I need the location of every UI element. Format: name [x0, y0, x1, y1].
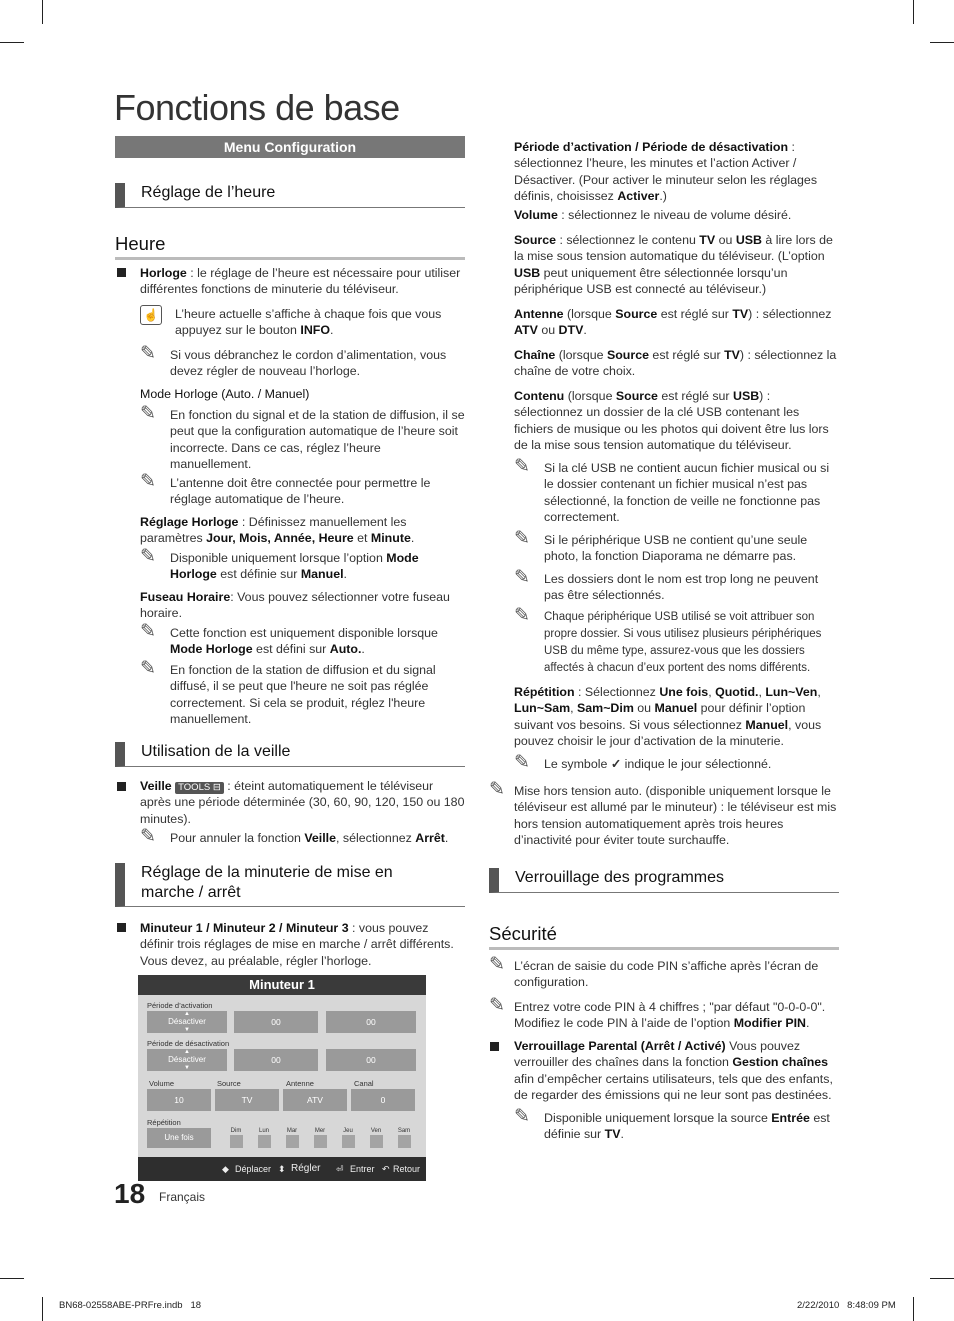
minuteur-paragraph: Minuteur 1 / Minuteur 2 / Minuteur 3 : vous pouvez définir trois réglages de mise en marche / arrêt différents. Vous devez, au préalable, régler l’horloge.	[140, 921, 454, 968]
pencil-icon: ✎	[140, 621, 156, 642]
osd-deactivation-minute: 00	[326, 1049, 416, 1071]
osd-label-volume: Volume	[149, 1079, 175, 1088]
osd-day-checkbox	[314, 1135, 327, 1148]
osd-hint-deplacer: Déplacer	[235, 1164, 272, 1174]
crop-mark	[42, 1297, 43, 1321]
note-pin2: Entrez votre code PIN à 4 chiffres ; "par défaut "0-0-0-0". Modifiez le code PIN à l’aide de l’option Modifier PIN.	[514, 1000, 826, 1031]
crop-mark	[930, 42, 954, 43]
page-number: 18	[114, 1178, 146, 1209]
osd-day-label: Lun	[258, 1128, 269, 1134]
pencil-icon: ✎	[514, 528, 530, 549]
osd-label-antenne: Antenne	[286, 1079, 314, 1088]
pencil-icon: ✎	[489, 779, 505, 800]
note-usb4: Chaque périphérique USB utilisé se voit attribuer son propre dossier. Si vous utilisez plusieurs périphériques USB du même type, assurez-vous que les dossiers affectés à chacun d’eux portent des noms différents.	[544, 611, 822, 674]
pencil-icon: ✎	[514, 605, 530, 626]
reglage-horloge-paragraph: Réglage Horloge : Définissez manuellement les paramètres Jour, Mois, Année, Heure et Minute.	[140, 515, 415, 546]
osd-day-checkbox	[230, 1135, 243, 1148]
fuseau-paragraph: Fuseau Horaire: Vous pouvez sélectionner votre fuseau horaire.	[140, 590, 450, 621]
note-fuseau: Cette fonction est uniquement disponible lorsque Mode Horloge est défini sur Auto..	[170, 626, 438, 657]
osd-day-checkbox	[398, 1135, 411, 1148]
pencil-icon: ✎	[140, 343, 156, 364]
subsection-heading: Réglage de l’heure	[115, 183, 465, 208]
subsection-heading: Verrouillage des programmes	[489, 868, 839, 893]
horloge-paragraph: Horloge : le réglage de l’heure est nécessaire pour utiliser différentes fonctions de minuterie du téléviseur.	[140, 266, 461, 297]
pencil-icon: ✎	[140, 471, 156, 492]
print-timestamp: 2/22/2010 8:48:09 PM	[797, 1300, 896, 1311]
pencil-icon: ✎	[514, 1106, 530, 1127]
crop-mark	[0, 42, 24, 43]
osd-label-repetition: Répétition	[147, 1118, 181, 1127]
verrouillage-paragraph: Verrouillage Parental (Arrêt / Activé) Vous pouvez verrouiller des chaînes dans la fonction Gestion chaînes afin d’empêcher certains utilisateurs, tels que des enfants, de regarder des émissions qui ne leur sont pas destinées.	[514, 1039, 833, 1103]
enter-icon: ⏎	[336, 1164, 344, 1174]
note-mise-hors-tension: Mise hors tension auto. (disponible uniquement lorsque le téléviseur est allumé par le minuteur) : le téléviseur est mis hors tension automatiquement après trois heures d’inactivité pour éviter toute surchauffe.	[514, 784, 837, 848]
note-usb2: Si le périphérique USB ne contient qu’une seule photo, la fonction Diaporama ne démarre pas.	[544, 533, 808, 564]
pencil-icon: ✎	[514, 752, 530, 773]
timer-menu-screenshot	[138, 975, 426, 1181]
note-icon: ☝	[140, 305, 162, 325]
osd-day-label: Mer	[314, 1128, 326, 1134]
osd-day-label: Ven	[370, 1128, 382, 1134]
pencil-icon: ✎	[514, 567, 530, 588]
repetition-paragraph: Répétition : Sélectionnez Une fois, Quotid., Lun~Ven, Lun~Sam, Sam~Dim ou Manuel pour définir l’option suivant vos besoins. Si vous sélectionnez Manuel, vous pouvez choisir le jour d’activation de la minuterie.	[514, 685, 822, 749]
return-icon: ↶	[382, 1164, 390, 1174]
chaine-paragraph: Chaîne (lorsque Source est réglé sur TV) : sélectionnez la chaîne de votre choix.	[514, 348, 837, 379]
note-info: L’heure actuelle s’affiche à chaque fois que vous appuyez sur le bouton INFO.	[175, 307, 442, 338]
print-filename: BN68-02558ABE-PRFre.indb 18	[59, 1300, 202, 1311]
square-bullet-icon	[490, 1042, 499, 1051]
osd-activation-hour: 00	[234, 1011, 318, 1033]
antenne-paragraph: Antenne (lorsque Source est réglé sur TV) : sélectionnez ATV ou DTV.	[514, 307, 832, 338]
tools-icon: TOOLS ⊟	[175, 782, 224, 794]
pencil-icon: ✎	[140, 658, 156, 679]
note-pin1: L’écran de saisie du code PIN s’affiche après l’écran de configuration.	[514, 959, 819, 990]
checkmark-icon: ✓	[610, 757, 622, 771]
page-title: Fonctions de base	[114, 87, 400, 128]
osd-activation-action: ▲ Désactiver ▼	[147, 1011, 227, 1033]
veille-paragraph: Veille TOOLS ⊟ : éteint automatiquement le téléviseur après une période déterminée (30, 60, 90, 120, 150 ou 180 minutes).	[140, 779, 465, 826]
osd-deactivation-hour: 00	[234, 1049, 318, 1071]
pencil-icon: ✎	[514, 456, 530, 477]
pencil-icon: ✎	[140, 546, 156, 567]
page-language: Français	[159, 1190, 206, 1204]
osd-title: Minuteur 1	[138, 975, 426, 995]
osd-label-periode-activation: Période d’activation	[147, 1001, 213, 1010]
section-heading: Heure	[115, 233, 465, 260]
osd-day-checkbox	[342, 1135, 355, 1148]
note-signal: En fonction du signal et de la station de diffusion, il se peut que la configuration automatique de l’heure soit incorrecte. Dans ce cas, réglez l’heure manuellement.	[170, 408, 465, 472]
pencil-icon: ✎	[489, 954, 505, 975]
note-cordon: Si vous débranchez le cordon d’alimentation, vous devez régler de nouveau l’horloge.	[170, 348, 447, 379]
osd-volume-value: 10	[147, 1089, 211, 1111]
osd-day-checkbox	[258, 1135, 271, 1148]
periode-paragraph: Période d’activation / Période de désactivation : sélectionnez l’heure, les minutes et l’action Activer / Désactiver. (Pour activer le minuteur selon les réglages définis, choisissez Activer.)	[514, 140, 818, 204]
volume-paragraph: Volume : sélectionnez le niveau de volume désiré.	[514, 208, 792, 222]
crop-mark	[913, 0, 914, 24]
note-entree: Disponible uniquement lorsque la source Entrée est définie sur TV.	[544, 1111, 830, 1142]
move-arrows-icon: ◆	[222, 1164, 229, 1174]
square-bullet-icon	[117, 268, 126, 277]
osd-activation-minute: 00	[326, 1011, 416, 1033]
osd-hint-regler: Régler	[291, 1163, 321, 1174]
source-paragraph: Source : sélectionnez le contenu TV ou USB à lire lors de la mise sous tension automatique du téléviseur. (L’option USB peut uniquement être sélectionnée lorsqu’un périphérique USB est connecté au téléviseur.)	[514, 233, 833, 297]
square-bullet-icon	[117, 923, 126, 932]
mode-horloge-heading: Mode Horloge (Auto. / Manuel)	[140, 387, 310, 401]
note-station: En fonction de la station de diffusion et du signal diffusé, il se peut que l'heure ne soit pas réglée correctement. Si cela se produit, réglez l'heure manuellement.	[170, 663, 436, 727]
osd-day-label: Jeu	[343, 1128, 353, 1134]
contenu-paragraph: Contenu (lorsque Source est réglé sur USB) : sélectionnez un dossier de la clé USB contenant les fichiers de musique ou les photos qui doivent être lus lors de la mise sous tension automatique du téléviseur.	[514, 389, 829, 453]
section-banner: Menu Configuration	[115, 136, 465, 158]
note-veille: Pour annuler la fonction Veille, sélectionnez Arrêt.	[170, 831, 449, 845]
osd-label-periode-desactivation: Période de désactivation	[147, 1039, 230, 1048]
square-bullet-icon	[117, 782, 126, 791]
osd-day-checkbox	[286, 1135, 299, 1148]
crop-mark	[0, 1278, 24, 1279]
subsection-heading: Utilisation de la veille	[115, 742, 465, 767]
osd-label-canal: Canal	[354, 1079, 374, 1088]
osd-repetition-value: Une fois	[147, 1128, 211, 1148]
note-usb1: Si la clé USB ne contient aucun fichier musical ou si le dossier contenant un fichier musical n’est pas sélectionné, la fonction de veille ne fonctionne pas correctement.	[544, 461, 830, 525]
note-antenne: L’antenne doit être connectée pour permettre le réglage automatique de l’heure.	[170, 476, 431, 507]
crop-mark	[42, 0, 43, 24]
pencil-icon: ✎	[489, 995, 505, 1016]
subsection-heading: Réglage de la minuterie de mise en marche / arrêt	[115, 863, 465, 907]
osd-label-source: Source	[217, 1079, 241, 1088]
osd-footer	[138, 1157, 426, 1181]
note-symbole: Le symbole ✓ indique le jour sélectionné.	[544, 757, 772, 771]
osd-day-label: Dim	[230, 1128, 242, 1134]
osd-source-value: TV	[215, 1089, 279, 1111]
pencil-icon: ✎	[140, 826, 156, 847]
osd-day-checkbox	[370, 1135, 383, 1148]
osd-hint-retour: Retour	[393, 1164, 421, 1174]
crop-mark	[913, 1297, 914, 1321]
crop-mark	[930, 1278, 954, 1279]
section-heading: Sécurité	[489, 923, 839, 950]
osd-deactivation-action: ▲ Désactiver ▼	[147, 1049, 227, 1071]
osd-day-label: Mar	[286, 1128, 298, 1134]
pencil-icon: ✎	[140, 403, 156, 424]
note-dispo: Disponible uniquement lorsque l’option Mode Horloge est définie sur Manuel.	[170, 551, 419, 582]
adjust-arrows-icon: ⬍	[278, 1164, 286, 1174]
osd-canal-value: 0	[351, 1089, 415, 1111]
osd-hint-entrer: Entrer	[350, 1164, 375, 1174]
osd-day-label: Sam	[397, 1128, 411, 1134]
osd-antenne-value: ATV	[283, 1089, 347, 1111]
note-usb3: Les dossiers dont le nom est trop long ne peuvent pas être sélectionnés.	[544, 572, 819, 603]
